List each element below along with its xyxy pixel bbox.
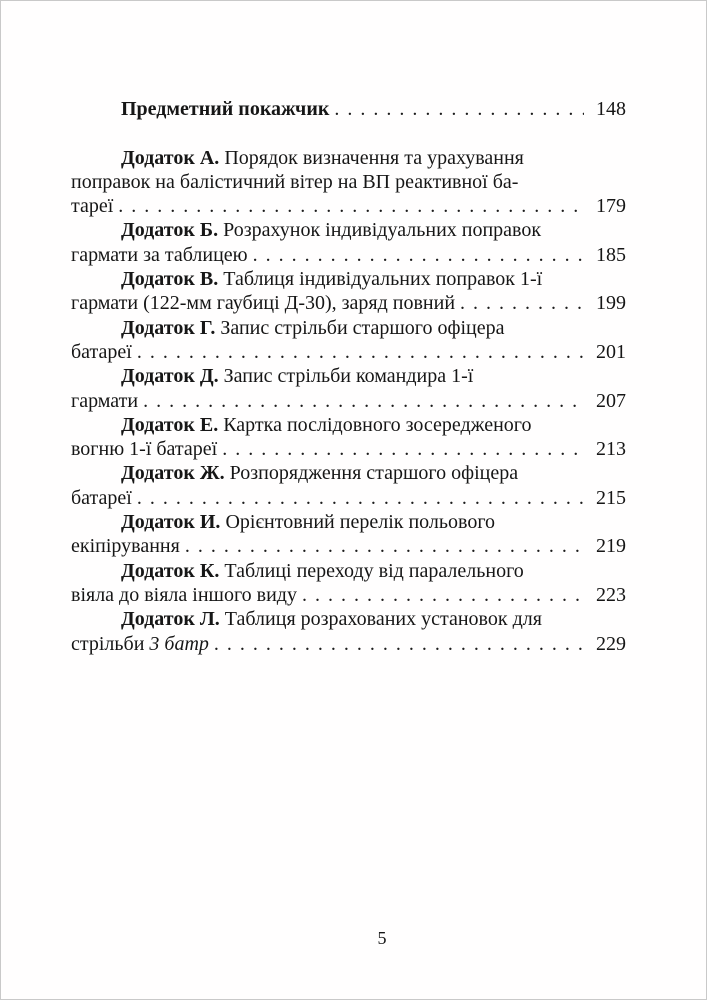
dot-leader (334, 97, 584, 121)
toc-entry-line (71, 461, 626, 485)
toc-entry-line: поправок на балістичний вітер на ВП реактивної ба- (71, 170, 519, 193)
entry-page-number: 185 (596, 243, 626, 266)
toc-entry-line (71, 291, 626, 315)
toc-entry-line (71, 486, 626, 510)
entry-text: вогню 1-ї батареї (71, 438, 218, 461)
entry-text: Таблиця індивідуальних поправок 1-ї (218, 268, 543, 291)
toc-entry-line (71, 316, 626, 340)
entry-page-number: 213 (596, 438, 626, 461)
entry-label: Додаток Б. (121, 219, 219, 242)
entry-label: Додаток Л. (121, 608, 220, 631)
entry-label: Додаток И. (121, 511, 221, 534)
entry-page-number: 229 (596, 632, 626, 655)
toc-entry-d (71, 364, 626, 413)
entry-text: Запис стрільби командира 1-ї (218, 365, 474, 388)
dot-leader (143, 389, 584, 413)
toc-entry-line (71, 340, 626, 364)
entry-text: гармати (122-мм гаубиці Д-30), заряд повний (71, 292, 456, 315)
dot-leader (214, 632, 584, 656)
entry-page-number: 219 (596, 535, 626, 558)
entry-text-italic: 3 батр (149, 632, 209, 655)
toc-entry-line (71, 534, 626, 558)
toc-entry-line (71, 559, 626, 583)
entry-text: Порядок визначення та урахування (219, 146, 524, 169)
toc-entry-line (71, 413, 626, 437)
entry-text: гармати за таблицею (71, 243, 248, 266)
entry-label: Додаток Г. (121, 316, 216, 339)
entry-label: Додаток А. (121, 146, 220, 169)
toc-entry-line (71, 437, 626, 461)
entry-page-number: 199 (596, 292, 626, 315)
entry-text: стрільби (71, 632, 150, 655)
toc-entry-line (71, 607, 626, 631)
entry-text: Картка послідовного зосередженого (218, 413, 532, 436)
entry-label: Додаток Е. (121, 413, 219, 436)
entry-page-number: 201 (596, 340, 626, 363)
entry-text: віяла до віяла іншого виду (71, 583, 297, 606)
toc-entry-line (71, 146, 626, 170)
dot-leader (302, 583, 584, 607)
entry-text: екіпірування (71, 535, 180, 558)
toc-entry-v (71, 267, 626, 316)
toc-entry-line (71, 218, 626, 242)
entry-text: Таблиці переходу від паралельного (219, 559, 524, 582)
toc-entry-a (71, 146, 626, 219)
entry-text: Розпорядження старшого офіцера (224, 462, 519, 485)
entry-text: Таблиця розрахованих установок для (219, 608, 542, 631)
entry-label: Додаток Ж. (121, 462, 225, 485)
index-entry-label: Предметний покажчик (121, 98, 330, 120)
toc-index-entry (71, 97, 626, 121)
entry-text: батареї (71, 340, 132, 363)
entry-page-number: 215 (596, 486, 626, 509)
entry-page-number: 223 (596, 583, 626, 606)
entry-text: тареї (71, 195, 114, 218)
toc-entry-line (71, 389, 626, 413)
toc-entry-line (71, 510, 626, 534)
entry-page-number: 207 (596, 389, 626, 412)
dot-leader (118, 194, 584, 218)
toc-entry-line (71, 194, 626, 218)
entry-label: Додаток Д. (121, 365, 219, 388)
dot-leader (137, 486, 584, 510)
entry-label: Додаток В. (121, 268, 219, 291)
toc-entry-line (71, 364, 626, 388)
toc-entry-y (71, 510, 626, 559)
toc-entry-e (71, 413, 626, 462)
toc-entry-k (71, 559, 626, 608)
toc-entry-l (71, 607, 626, 656)
entry-text: Розрахунок індивідуальних поправок (218, 219, 542, 242)
table-of-contents (71, 97, 626, 656)
toc-entry-g (71, 316, 626, 365)
entry-text: гармати (71, 389, 139, 412)
dot-leader (185, 534, 584, 558)
toc-entry-zh (71, 461, 626, 510)
dot-leader (222, 437, 584, 461)
dot-leader (460, 291, 584, 315)
toc-entry-line (71, 583, 626, 607)
toc-entry-line (71, 243, 626, 267)
index-entry-page-number: 148 (596, 98, 626, 120)
dot-leader (253, 243, 584, 267)
page-folio-number: 5 (377, 928, 387, 948)
toc-entry-b (71, 218, 626, 267)
toc-entry-line (71, 632, 626, 656)
toc-entry-line (71, 267, 626, 291)
dot-leader (137, 340, 584, 364)
entry-page-number: 179 (596, 195, 626, 218)
entry-label: Додаток К. (121, 559, 220, 582)
entry-text: Запис стрільби старшого офіцера (215, 316, 505, 339)
entry-text: Орієнтовний перелік польового (220, 511, 496, 534)
entry-text: батареї (71, 486, 132, 509)
